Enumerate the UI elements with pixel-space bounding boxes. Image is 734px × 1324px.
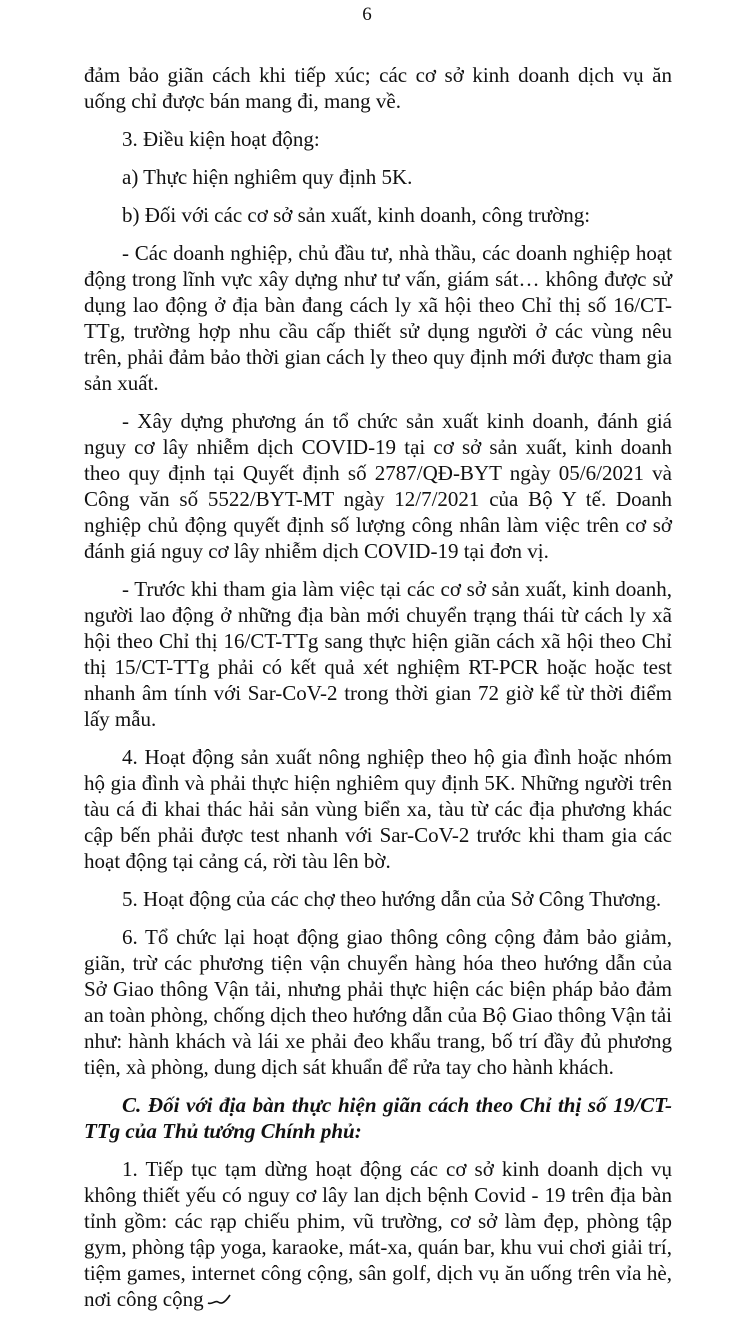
section-5-markets: 5. Hoạt động của các chợ theo hướng dẫn của Sở Công Thương. <box>122 887 662 911</box>
section-c-item-1 <box>84 1156 672 1312</box>
initial-signature-mark <box>206 1292 232 1306</box>
document-body <box>84 62 672 1324</box>
paragraph-continuation: đảm bảo giãn cách khi tiếp xúc; các cơ sở kinh doanh dịch vụ ăn uống chỉ được bán mang đi, mang về. <box>84 63 672 113</box>
section-4-agriculture: 4. Hoạt động sản xuất nông nghiệp theo hộ gia đình hoặc nhóm hộ gia đình và phải thực hiện nghiêm quy định 5K. Những người trên tàu cá đi khai thác hải sản vùng biển xa, tàu từ các địa phương khác cập bến phải được test nhanh với Sar-CoV-2 trước khi tham gia các hoạt động tại cảng cá, rời tàu lên bờ. <box>84 745 672 873</box>
section-c-heading: C. Đối với địa bàn thực hiện giãn cách theo Chỉ thị số 19/CT-TTg của Thủ tướng Chính phủ: <box>84 1093 672 1143</box>
page-number: 6 <box>362 4 372 25</box>
section-6-transport: 6. Tổ chức lại hoạt động giao thông công cộng đảm bảo giảm, giãn, trừ các phương tiện vận chuyển hàng hóa theo hướng dẫn của Sở Giao thông Vận tải, nhưng phải thực hiện các biện pháp bảo đảm an toàn phòng, chống dịch theo hướng dẫn của Bộ Giao thông Vận tải như: hành khách và lái xe phải đeo khẩu trang, bố trí đầy đủ phương tiện, xà phòng, dung dịch sát khuẩn để rửa tay cho hành khách. <box>84 925 672 1079</box>
section-3-title: 3. Điều kiện hoạt động: <box>122 127 320 151</box>
bullet-production-plan: - Xây dựng phương án tổ chức sản xuất kinh doanh, đánh giá nguy cơ lây nhiễm dịch COVID-19 tại cơ sở sản xuất, kinh doanh theo quy định tại Quyết định số 2787/QĐ-BYT ngày 05/6/2021 và Công văn số 5522/BYT-MT ngày 12/7/2021 của Bộ Y tế. Doanh nghiệp chủ động quyết định số lượng công nhân làm việc trên cơ sở đánh giá nguy cơ lây nhiễm dịch COVID-19 tại đơn vị. <box>84 409 672 563</box>
bullet-contractors: - Các doanh nghiệp, chủ đầu tư, nhà thầu, các doanh nghiệp hoạt động trong lĩnh vực xây dựng như tư vấn, giám sát… không được sử dụng lao động ở địa bàn đang cách ly xã hội theo Chỉ thị số 16/CT-TTg, trường hợp nhu cầu cấp thiết sử dụng người ở các vùng nêu trên, phải đảm bảo thời gian cách ly theo quy định mới được tham gia sản xuất. <box>84 241 672 395</box>
item-3b: b) Đối với các cơ sở sản xuất, kinh doanh, công trường: <box>122 203 591 227</box>
section-c-item-1-text: 1. Tiếp tục tạm dừng hoạt động các cơ sở kinh doanh dịch vụ không thiết yếu có nguy cơ lây lan dịch bệnh Covid - 19 trên địa bàn tỉnh gồm: các rạp chiếu phim, vũ trường, cơ sở làm đẹp, phòng tập gym, phòng tập yoga, karaoke, mát-xa, quán bar, khu vui chơi giải trí, tiệm games, internet công cộng, sân golf, dịch vụ ăn uống trên vỉa hè, nơi công cộng <box>84 1157 672 1311</box>
item-3a: a) Thực hiện nghiêm quy định 5K. <box>122 165 413 189</box>
bullet-testing: - Trước khi tham gia làm việc tại các cơ sở sản xuất, kinh doanh, người lao động ở những địa bàn mới chuyển trạng thái từ cách ly xã hội theo Chỉ thị 16/CT-TTg sang thực hiện giãn cách xã hội theo Chỉ thị 15/CT-TTg phải có kết quả xét nghiệm RT-PCR hoặc hoặc test nhanh âm tính với Sar-CoV-2 trong thời gian 72 giờ kể từ thời điểm lấy mẫu. <box>84 577 672 731</box>
